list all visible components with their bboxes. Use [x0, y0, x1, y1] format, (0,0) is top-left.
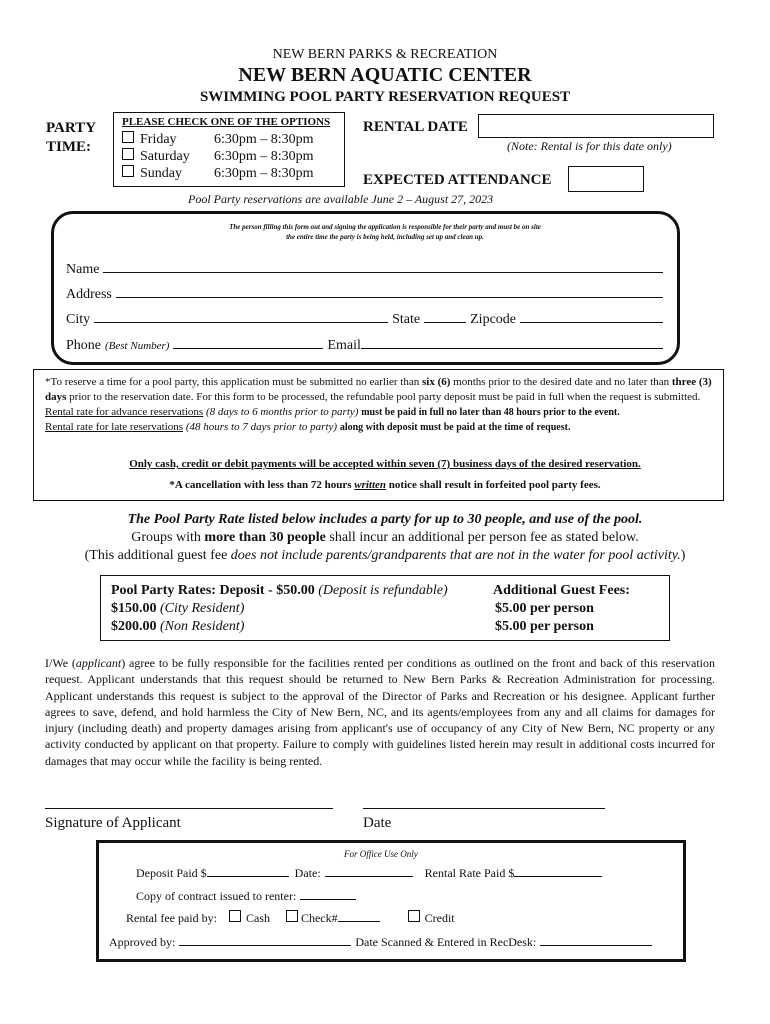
advance-rate-line — [45, 405, 715, 420]
date-label: Date — [363, 815, 392, 831]
agreement-applicant: applicant — [75, 656, 122, 670]
cash-checkbox[interactable] — [229, 910, 241, 922]
copy-contract-field[interactable] — [300, 885, 356, 900]
guest-fees — [493, 582, 630, 636]
office-row-approved — [109, 931, 652, 950]
address-field[interactable] — [116, 283, 663, 298]
signature-line[interactable] — [45, 808, 333, 809]
rates-intro-text-f: ) — [680, 548, 686, 563]
rates-intro-text-d: (This additional guest fee — [84, 548, 231, 563]
disclaimer-line2: the entire time the party is being held, including set up and clean up. — [286, 233, 484, 241]
payment-notice: Only cash, credit or debit payments will be accepted within seven (7) business days of the desired reservation. — [129, 458, 641, 470]
rental-paid-label: Rental Rate Paid $ — [424, 866, 515, 880]
form-title: SWIMMING POOL PARTY RESERVATION REQUEST — [199, 89, 571, 105]
rates-intro-text-c: shall incur an additional per person fee as stated below. — [325, 530, 639, 545]
rental-paid-field[interactable] — [514, 862, 602, 877]
cash-label: Cash — [245, 911, 270, 925]
option-day: Sunday — [140, 166, 182, 181]
option-sunday[interactable] — [122, 165, 314, 182]
phone-label: Phone — [66, 338, 101, 353]
rental-date-label: RENTAL DATE — [363, 119, 468, 135]
phone-field[interactable] — [173, 334, 323, 349]
rates-intro-text-e: does not include parents/grandparents that are not in the water for pool activity. — [230, 548, 681, 563]
email-label: Email — [327, 338, 361, 353]
cancel-written: written — [354, 479, 387, 491]
policy-text-2: months prior to the desired date and no later than — [450, 376, 672, 388]
cancel-text-1: *A cancellation with less than 72 hours — [169, 479, 355, 491]
party-time-label-line2: TIME: — [46, 139, 91, 155]
state-field[interactable] — [424, 308, 466, 323]
office-row-paid-by — [126, 907, 455, 926]
policy-text-1: *To reserve a time for a pool party, this application must be submitted no earlier than — [45, 376, 422, 388]
availability-note: Pool Party reservations are available June 2 – August 27, 2023 — [188, 192, 494, 206]
office-date-field[interactable] — [325, 862, 413, 877]
zipcode-label: Zipcode — [470, 312, 516, 327]
city-row — [66, 308, 663, 328]
advance-rate-range: (8 days to 6 months prior to party) — [203, 406, 362, 418]
credit-label: Credit — [424, 911, 455, 925]
address-label: Address — [66, 287, 112, 302]
rental-date-field[interactable] — [478, 114, 714, 138]
options-heading: PLEASE CHECK ONE OF THE OPTIONS — [122, 116, 331, 128]
rates-intro-line1: The Pool Party Rate listed below includes a party for up to 30 people, and use of the pool. — [127, 512, 643, 527]
option-time: 6:30pm – 8:30pm — [214, 166, 314, 181]
approved-by-label: Approved by: — [109, 935, 176, 949]
city-resident-label: (City Resident) — [160, 601, 245, 616]
advance-rate-rule: must be paid in full no later than 48 hours prior to the event. — [361, 407, 620, 418]
phone-hint: (Best Number) — [105, 340, 170, 352]
saturday-checkbox[interactable] — [122, 148, 134, 160]
rates-intro-line3 — [0, 548, 770, 564]
policy-six-months: six (6) — [422, 376, 451, 388]
agreement-text-c: ) agree to be fully responsible for the facilities rented per conditions as outlined on the front and back of this reservation request. Applicant understands that this request should be returned to New Bern Parks & Recreation Administration for processing. Applicant understands this request is subject to the approval of the Director of Parks and Recreation or his designee. Applicant further agrees to save, defend, and hold harmless the City of New Bern, NC, and its agents/employees from any and all claims for damages for injury (including death) and property damages arising from applicant's use of occupancy of any City of New Bern, NC property or any activity conducted by applicant on that property. Failure to comply with guidelines listed herein may result in additional costs incurred for damages that may occur while the facility is being rented. — [45, 656, 715, 768]
party-time-options-box — [113, 112, 345, 187]
copy-contract-label: Copy of contract issued to renter: — [136, 889, 297, 903]
deposit-paid-field[interactable] — [207, 862, 289, 877]
office-row-deposit — [136, 862, 602, 881]
advance-rate-label: Rental rate for advance reservations — [45, 406, 204, 418]
email-field[interactable] — [361, 334, 663, 349]
scanned-field[interactable] — [540, 931, 652, 946]
facility-title: NEW BERN AQUATIC CENTER — [238, 64, 532, 86]
office-heading: For Office Use Only — [344, 849, 418, 859]
office-row-copy — [136, 885, 356, 904]
option-day: Saturday — [140, 149, 190, 164]
check-checkbox[interactable] — [286, 910, 298, 922]
state-label: State — [392, 312, 421, 327]
check-label: Check# — [300, 911, 338, 925]
rental-date-note: (Note: Rental is for this date only) — [507, 139, 672, 153]
guest-fee-non: $5.00 per person — [495, 619, 594, 634]
guest-fees-title: Additional Guest Fees: — [493, 583, 630, 598]
approved-by-field[interactable] — [179, 931, 351, 946]
address-row — [66, 283, 663, 303]
disclaimer-line1: The person filling this form out and signing the application is responsible for their party and must be on site — [229, 223, 541, 231]
attendance-label: EXPECTED ATTENDANCE — [363, 172, 552, 188]
name-field[interactable] — [103, 258, 663, 273]
option-saturday[interactable] — [122, 148, 314, 165]
signature-label: Signature of Applicant — [45, 815, 181, 831]
pool-party-rates — [111, 582, 448, 636]
cancellation-notice — [0, 479, 770, 491]
rates-intro-line2 — [0, 530, 770, 546]
credit-checkbox[interactable] — [408, 910, 420, 922]
name-label: Name — [66, 262, 100, 277]
late-rate-range: (48 hours to 7 days prior to party) — [183, 421, 340, 433]
rates-intro-more-than-30: more than 30 people — [204, 530, 326, 545]
policy-text-3: prior to the reservation date. For this form to be processed, the refundable pool party deposit must be paid in full when the request is submitted. — [66, 391, 701, 403]
scanned-label: Date Scanned & Entered in RecDesk: — [355, 935, 537, 949]
policy-text — [45, 375, 715, 435]
late-rate-rule: along with deposit must be paid at the time of request. — [339, 422, 571, 433]
phone-row — [66, 334, 663, 354]
zipcode-field[interactable] — [520, 308, 663, 323]
city-label: City — [66, 312, 91, 327]
policy-paragraph — [45, 375, 715, 405]
party-time-label — [46, 119, 96, 157]
policy-three-days: three (3) days — [45, 376, 712, 403]
rates-intro-text-a: Groups with — [131, 530, 205, 545]
deposit-note: (Deposit is refundable) — [318, 583, 448, 598]
agreement-paragraph — [45, 655, 715, 769]
cancel-text-2: notice shall result in forfeited pool party fees. — [386, 479, 601, 491]
applicant-disclaimer — [0, 222, 770, 242]
paid-by-label: Rental fee paid by: — [126, 911, 217, 925]
option-day: Friday — [140, 132, 177, 147]
option-time: 6:30pm – 8:30pm — [214, 149, 314, 164]
option-friday[interactable] — [122, 131, 314, 148]
attendance-field[interactable] — [568, 166, 644, 192]
option-time: 6:30pm – 8:30pm — [214, 132, 314, 147]
name-row — [66, 258, 663, 278]
party-time-label-line1: PARTY — [46, 120, 97, 136]
rates-title: Pool Party Rates: Deposit - $50.00 — [111, 583, 315, 598]
check-number-field[interactable] — [338, 907, 380, 922]
agreement-text-a: I/We ( — [45, 656, 76, 670]
late-rate-line — [45, 420, 715, 435]
sunday-checkbox[interactable] — [122, 165, 134, 177]
non-resident-price: $200.00 — [111, 619, 157, 634]
deposit-paid-label: Deposit Paid $ — [136, 866, 207, 880]
office-date-label: Date: — [294, 866, 321, 880]
non-resident-label: (Non Resident) — [160, 619, 245, 634]
org-name: NEW BERN PARKS & RECREATION — [272, 47, 498, 62]
friday-checkbox[interactable] — [122, 131, 134, 143]
late-rate-label: Rental rate for late reservations — [45, 421, 184, 433]
city-resident-price: $150.00 — [111, 601, 157, 616]
city-field[interactable] — [94, 308, 388, 323]
date-line[interactable] — [363, 808, 605, 809]
guest-fee-city: $5.00 per person — [495, 601, 594, 616]
